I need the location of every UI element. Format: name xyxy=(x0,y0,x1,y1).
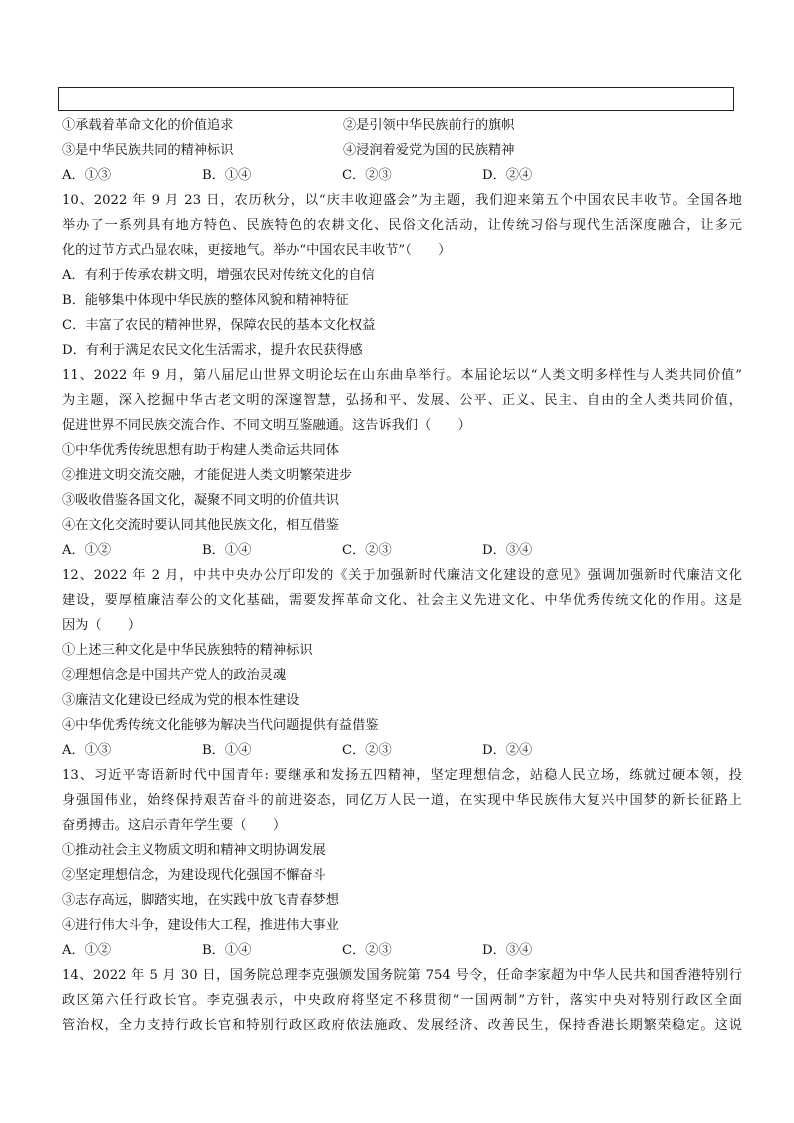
question-10-stem: 化的过节方式凸显农味，更接地气。举办“中国农民丰收节”（ ） xyxy=(62,243,452,258)
choice-d: D．③④ xyxy=(482,543,533,558)
statement: ③廉洁文化建设已经成为党的根本性建设 xyxy=(62,693,300,708)
header-box xyxy=(58,87,734,111)
choice-c: C．丰富了农民的精神世界，保障农民的基本文化权益 xyxy=(62,318,376,333)
choice-d: D．②④ xyxy=(482,168,533,183)
question-10-stem: 10、2022 年 9 月 23 日，农历秋分，以“庆丰收迎盛会”为主题，我们迎来第五个中国农民丰收节。全国各地 xyxy=(62,193,742,208)
choice-b: B．①④ xyxy=(202,943,252,958)
choice-b: B．①④ xyxy=(202,168,252,183)
statement: ①推动社会主义物质文明和精神文明协调发展 xyxy=(62,843,326,858)
question-11-stem: 11、2022 年 9 月，第八届尼山世界文明论坛在山东曲阜举行。本届论坛以“人类文明多样性与人类共同价值” xyxy=(62,368,742,383)
choice-row xyxy=(62,738,742,763)
statement: ①中华优秀传统思想有助于构建人类命运共同体 xyxy=(62,443,339,458)
statement: ②理想信念是中国共产党人的政治灵魂 xyxy=(62,668,287,683)
choice-c: C．②③ xyxy=(342,168,392,183)
choice-b: B．能够集中体现中华民族的整体风貌和精神特征 xyxy=(62,293,349,308)
statement: ④中华优秀传统文化能够为解决当代问题提供有益借鉴 xyxy=(62,718,379,733)
choice-a: A．①② xyxy=(62,943,112,958)
choice-a: A．①③ xyxy=(62,168,112,183)
question-12-stem: 因为（ ） xyxy=(62,618,142,633)
statement: ④进行伟大斗争，建设伟大工程，推进伟大事业 xyxy=(62,918,339,933)
choice-a: A．①② xyxy=(62,543,112,558)
question-14-stem: 14、2022 年 5 月 30 日，国务院总理李克强颁发国务院第 754 号令，任命李家超为中华人民共和国香港特别行 xyxy=(62,968,742,983)
question-14-stem: 管治权，全力支持行政长官和特别行政区政府依法施政、发展经济、改善民生，保持香港长期繁荣稳定。这说 xyxy=(62,1018,742,1033)
choice-d: D．③④ xyxy=(482,943,533,958)
statement: ③志存高远，脚踏实地，在实践中放飞青春梦想 xyxy=(62,893,339,908)
statement: ④在文化交流时要认同其他民族文化，相互借鉴 xyxy=(62,518,339,533)
statement: ②推进文明交流交融，才能促进人类文明繁荣进步 xyxy=(62,468,353,483)
choice-c: C．②③ xyxy=(342,943,392,958)
statement: ①上述三种文化是中华民族独特的精神标识 xyxy=(62,643,313,658)
choice-a: A．①③ xyxy=(62,743,112,758)
question-11-stem: 促进世界不同民族交流合作、不同文明互鉴融通。这告诉我们（ ） xyxy=(62,418,471,433)
choice-row xyxy=(62,163,742,188)
choice-b: B．①④ xyxy=(202,543,252,558)
question-10-stem: 举办了一系列具有地方特色、民族特色的农耕文化、民俗文化活动，让传统习俗与现代生活深度融合，让多元 xyxy=(62,218,742,233)
choice-d: D．②④ xyxy=(482,743,533,758)
question-12-stem: 建设，要厚植廉洁奉公的文化基础，需要发挥革命文化、社会主义先进文化、中华优秀传统文化的作用。这是 xyxy=(62,593,742,608)
option-row xyxy=(62,113,742,138)
choice-row xyxy=(62,938,742,963)
question-14-stem: 政区第六任行政长官。李克强表示，中央政府将坚定不移贯彻“一国两制”方针，落实中央对特别行政区全面 xyxy=(62,993,742,1008)
choice-b: B．①④ xyxy=(202,743,252,758)
option-row xyxy=(62,138,742,163)
choice-c: C．②③ xyxy=(342,543,392,558)
question-13-stem: 13、习近平寄语新时代中国青年: 要继承和发扬五四精神，坚定理想信念，站稳人民立场，练就过硬本领，投 xyxy=(62,768,742,783)
statement: ④浸润着爱党为国的民族精神 xyxy=(343,143,515,158)
choice-row xyxy=(62,538,742,563)
choice-c: C．②③ xyxy=(342,743,392,758)
question-content xyxy=(62,113,742,1038)
question-13-stem: 奋勇搏击。这启示青年学生要（ ） xyxy=(62,818,287,833)
choice-a: A．有利于传承农耕文明，增强农民对传统文化的自信 xyxy=(62,268,375,283)
question-11-stem: 为主题，深入挖掘中华古老文明的深邃智慧，弘扬和平、发展、公平、正义、民主、自由的全人类共同价值， xyxy=(62,393,742,408)
question-12-stem: 12、2022 年 2 月，中共中央办公厅印发的《关于加强新时代廉洁文化建设的意见》强调加强新时代廉洁文化 xyxy=(62,568,742,583)
statement: ②是引领中华民族前行的旗帜 xyxy=(343,118,515,133)
statement: ②坚定理想信念，为建设现代化强国不懈奋斗 xyxy=(62,868,326,883)
statement: ③吸收借鉴各国文化，凝聚不同文明的价值共识 xyxy=(62,493,339,508)
choice-d: D．有利于满足农民文化生活需求，提升农民获得感 xyxy=(62,343,363,358)
statement: ①承载着革命文化的价值追求 xyxy=(62,118,234,133)
statement: ③是中华民族共同的精神标识 xyxy=(62,143,234,158)
question-13-stem: 身强国伟业，始终保持艰苦奋斗的前进姿态，同亿万人民一道，在实现中华民族伟大复兴中国梦的新长征路上 xyxy=(62,793,742,808)
